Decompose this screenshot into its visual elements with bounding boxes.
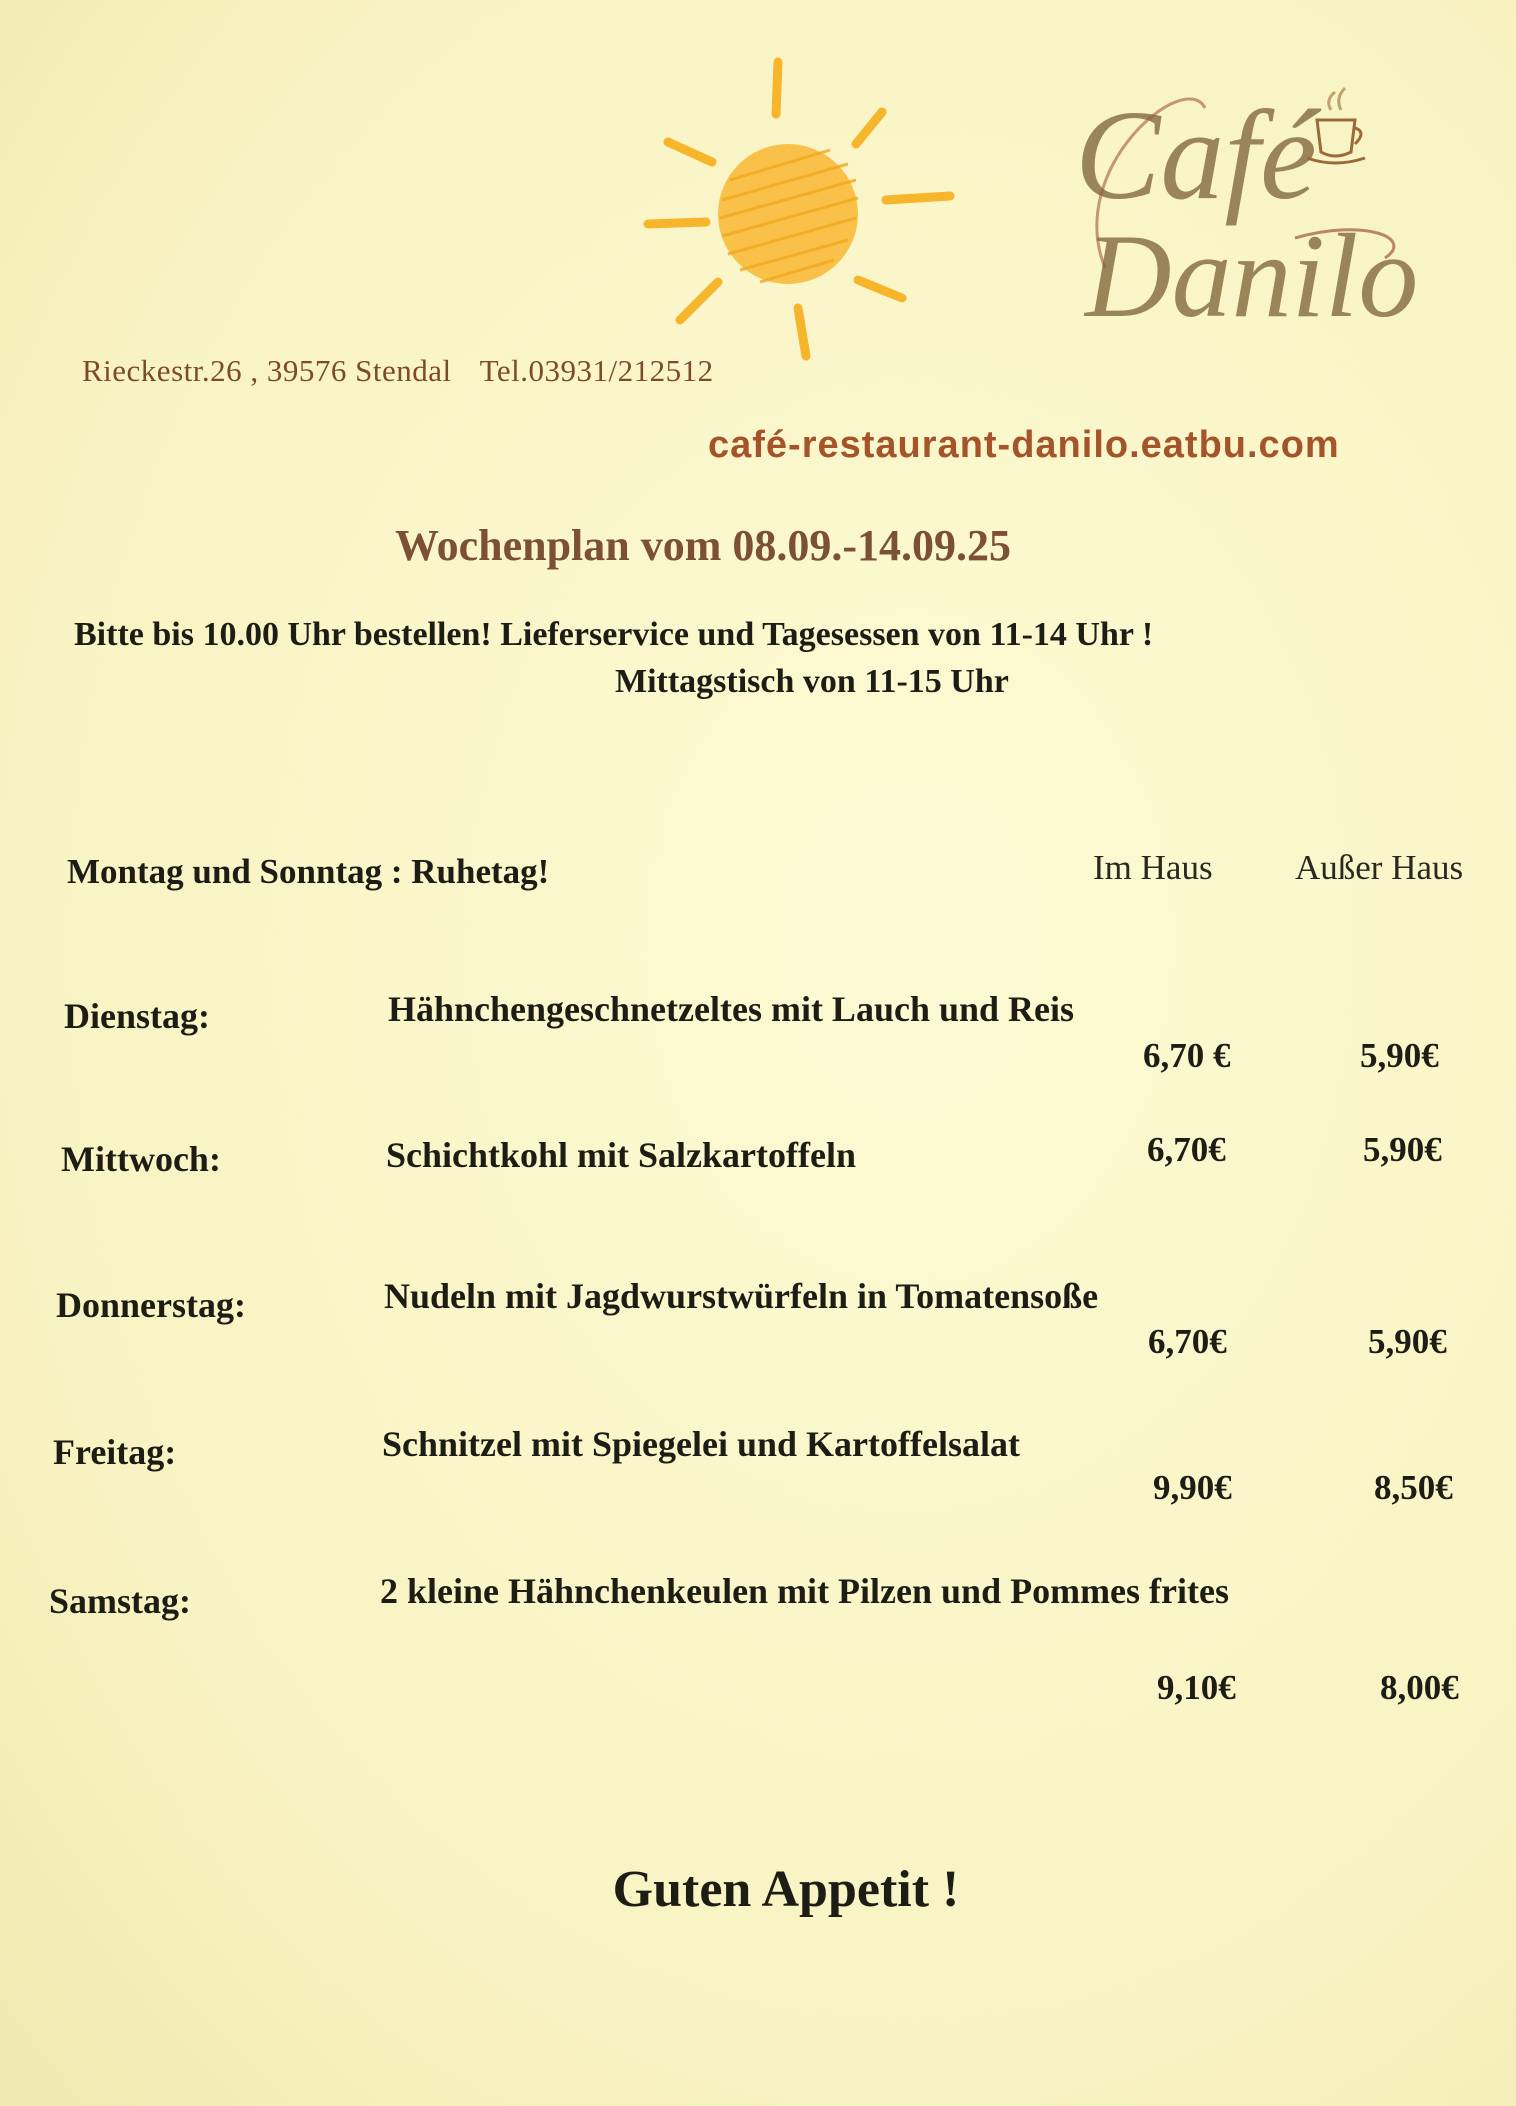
price-take-away: 8,50€ bbox=[1374, 1468, 1453, 1507]
svg-text:Danilo: Danilo bbox=[1085, 209, 1419, 338]
price-take-away: 8,00€ bbox=[1380, 1668, 1459, 1707]
price-take-away: 5,90€ bbox=[1363, 1130, 1442, 1169]
price-in-house: 9,10€ bbox=[1157, 1668, 1236, 1707]
lunch-hours-line: Mittagstisch von 11-15 Uhr bbox=[615, 663, 1009, 700]
price-take-away: 5,90€ bbox=[1368, 1322, 1447, 1361]
dish-name: Schnitzel mit Spiegelei und Kartoffelsalat bbox=[382, 1424, 1020, 1464]
column-header-take-away: Außer Haus bbox=[1295, 848, 1464, 887]
page-title: Wochenplan vom 08.09.-14.09.25 bbox=[395, 521, 1012, 570]
price-take-away: 5,90€ bbox=[1360, 1036, 1439, 1075]
address-text: Rieckestr.26 , 39576 Stendal bbox=[82, 353, 452, 388]
cafe-danilo-logo bbox=[1045, 48, 1445, 338]
day-label: Dienstag: bbox=[64, 996, 210, 1036]
sun-icon bbox=[620, 50, 980, 370]
day-label: Freitag: bbox=[53, 1432, 177, 1472]
website-link[interactable]: café-restaurant-danilo.eatbu.com bbox=[708, 424, 1340, 466]
day-label: Samstag: bbox=[49, 1581, 191, 1621]
svg-text:Café: Café bbox=[1075, 84, 1317, 226]
day-label: Mittwoch: bbox=[61, 1139, 221, 1179]
price-in-house: 9,90€ bbox=[1153, 1468, 1232, 1507]
dish-name: Schichtkohl mit Salzkartoffeln bbox=[386, 1135, 857, 1175]
price-in-house: 6,70€ bbox=[1147, 1130, 1226, 1169]
column-header-in-house: Im Haus bbox=[1093, 848, 1213, 887]
dish-name: Hähnchengeschnetzeltes mit Lauch und Reis bbox=[388, 989, 1075, 1029]
dish-name: 2 kleine Hähnchenkeulen mit Pilzen und Pommes frites bbox=[380, 1571, 1229, 1611]
day-label: Donnerstag: bbox=[56, 1285, 246, 1325]
dish-name: Nudeln mit Jagdwurstwürfeln in Tomatensoße bbox=[384, 1276, 1099, 1316]
closing-greeting: Guten Appetit ! bbox=[612, 1861, 960, 1918]
price-in-house: 6,70€ bbox=[1148, 1322, 1227, 1361]
price-in-house: 6,70 € bbox=[1143, 1036, 1231, 1075]
order-info-line: Bitte bis 10.00 Uhr bestellen! Lieferservice und Tagesessen von 11-14 Uhr ! bbox=[74, 616, 1154, 653]
address-line bbox=[82, 353, 714, 389]
rest-days-note: Montag und Sonntag : Ruhetag! bbox=[67, 852, 550, 891]
phone-text: Tel.03931/212512 bbox=[479, 353, 714, 388]
